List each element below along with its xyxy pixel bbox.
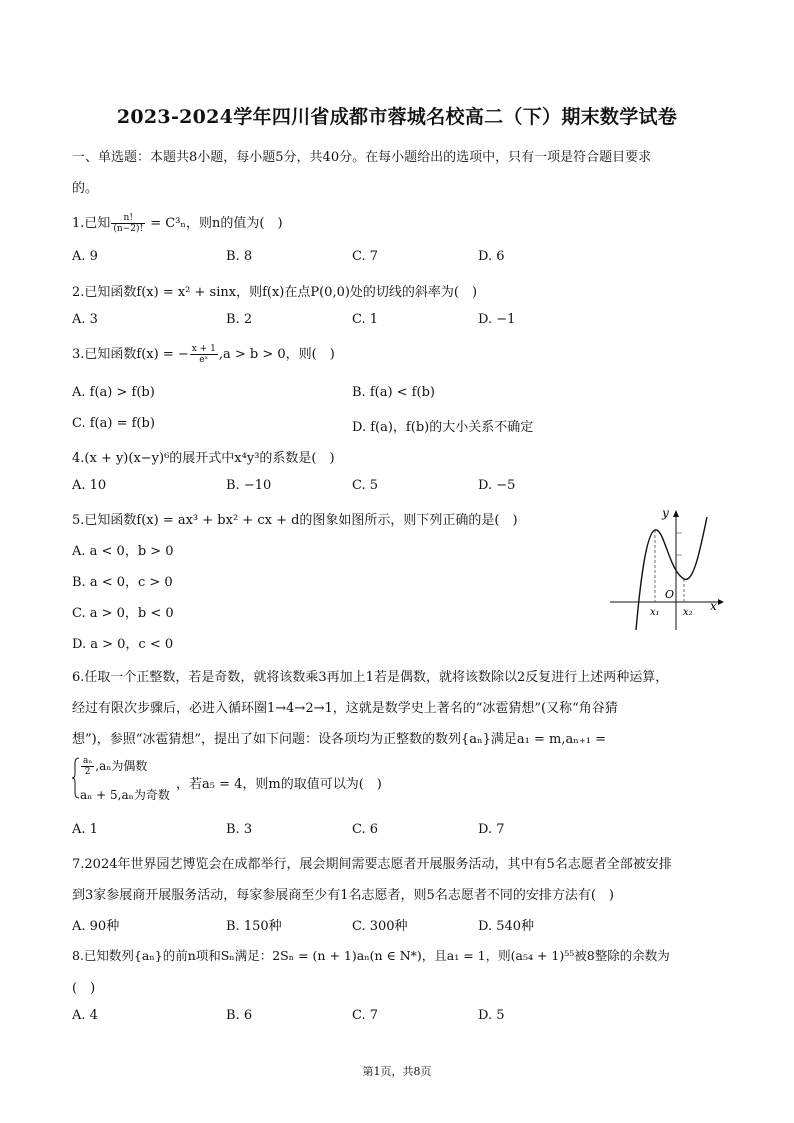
q6-option-a: A. 1: [72, 822, 98, 837]
q5-option-a: A. a < 0，b > 0: [72, 544, 174, 559]
q5-option-d: D. a > 0，c < 0: [72, 637, 174, 652]
question-6-line-1: 6.任取一个正整数，若是奇数，就将该数乘3再加上1若是偶数，就将该数除以2反复进行上述两种运算，: [72, 670, 669, 685]
piecewise-case-even: [80, 756, 147, 777]
fraction-denominator: (n−2)!: [113, 224, 144, 234]
question-4-stem: 4.(x + y)(x−y)⁶的展开式中x⁴y³的系数是( ): [72, 451, 335, 466]
q6-option-b: B. 3: [226, 822, 253, 837]
fraction-numerator: x + 1: [191, 344, 216, 354]
q2-option-b: B. 2: [226, 312, 253, 327]
question-8-line-2: ( ): [72, 981, 96, 996]
question-6-line-3: 想”)，参照“冰雹猜想”，提出了如下问题：设各项均为正整数的数列{aₙ}满足a₁ = m,aₙ₊₁ =: [72, 732, 606, 747]
q7-option-c: C. 300种: [352, 919, 408, 934]
question-7-line-1: 7.2024年世界园艺博览会在成都举行，展会期间需要志愿者开展服务活动，其中有5名志愿者全部被安排: [72, 857, 672, 872]
q8-option-b: B. 6: [226, 1008, 253, 1023]
question-1-suffix: = C³ₙ，则n的值为( ): [146, 216, 283, 231]
q7-option-a: A. 90种: [72, 919, 120, 934]
q7-option-d: D. 540种: [478, 919, 535, 934]
q1-option-b: B. 8: [226, 249, 253, 264]
q8-option-a: A. 4: [72, 1008, 98, 1023]
q3-option-c: C. f(a) = f(b): [72, 416, 155, 431]
question-6-tail: ，若a₅ = 4，则m的取值可以为( ): [176, 777, 382, 792]
piecewise-fraction: [81, 756, 94, 777]
q2-option-c: C. 1: [352, 312, 379, 327]
q8-option-d: D. 5: [478, 1008, 505, 1023]
cubic-function-graph: [606, 505, 726, 635]
q2-option-a: A. 3: [72, 312, 98, 327]
q7-option-b: B. 150种: [226, 919, 282, 934]
q4-option-a: A. 10: [72, 478, 107, 493]
q3-option-b: B. f(a) < f(b): [352, 385, 435, 400]
q4-option-c: C. 5: [352, 478, 379, 493]
fraction-numerator: aₙ: [83, 756, 93, 766]
q2-option-d: D. −1: [478, 312, 516, 327]
q5-option-c: C. a > 0，b < 0: [72, 606, 174, 621]
piecewise-even-condition: ,aₙ为偶数: [95, 759, 148, 773]
graph-x-label: x: [710, 599, 717, 613]
graph-x1-label: x₁: [650, 607, 660, 618]
question-3-suffix: ,a > b > 0，则( ): [218, 347, 335, 362]
section-instructions-line-2: 的。: [72, 181, 99, 196]
q4-option-d: D. −5: [478, 478, 516, 493]
graph-y-label: y: [662, 506, 669, 520]
page-footer: 第1页，共8页: [362, 1065, 432, 1078]
q3-option-d: D. f(a)，f(b)的大小关系不确定: [352, 420, 534, 435]
fraction-denominator: 2: [84, 767, 91, 777]
q8-option-c: C. 7: [352, 1008, 379, 1023]
q1-option-a: A. 9: [72, 249, 98, 264]
section-instructions-line-1: 一、单选题：本题共8小题，每小题5分，共40分。在每小题给出的选项中，只有一项是符合题目要求: [72, 150, 652, 165]
question-8-line-1: 8.已知数列{aₙ}的前n项和Sₙ满足：2Sₙ = (n + 1)aₙ(n ∈ N*)，且a₁ = 1，则(a₅₄ + 1)⁵⁵被8整除的余数为: [72, 948, 670, 963]
question-1-stem: [72, 212, 283, 234]
page-title: 2023-2024学年四川省成都市蓉城名校高二（下）期末数学试卷: [116, 106, 678, 128]
graph-origin-label: O: [665, 588, 675, 601]
question-3-stem: [72, 343, 335, 365]
question-3-fraction: [190, 344, 218, 365]
q1-option-c: C. 7: [352, 249, 379, 264]
piecewise-case-odd: aₙ + 5,aₙ为奇数: [80, 788, 170, 802]
question-6-line-2: 经过有限次步骤后，必进入循环圈1→4→2→1，这就是数学史上著名的“冰雹猜想”(又称“角谷猜: [72, 701, 618, 716]
q3-option-a: A. f(a) > f(b): [72, 385, 155, 400]
q6-option-c: C. 6: [352, 822, 379, 837]
question-3-prefix: 3.已知函数f(x) = −: [72, 347, 189, 362]
q4-option-b: B. −10: [226, 478, 272, 493]
question-5-stem: 5.已知函数f(x) = ax³ + bx² + cx + d的图象如图所示，则下列正确的是( ): [72, 513, 518, 528]
question-2-stem: 2.已知函数f(x) = x² + sinx，则f(x)在点P(0,0)处的切线的斜率为( ): [72, 285, 478, 300]
q6-option-d: D. 7: [478, 822, 505, 837]
graph-x2-label: x₂: [683, 607, 693, 618]
q5-option-b: B. a < 0，c > 0: [72, 575, 173, 590]
question-1-fraction: [111, 213, 145, 234]
fraction-denominator: eˣ: [199, 355, 209, 365]
q1-option-d: D. 6: [478, 249, 505, 264]
fraction-numerator: n!: [111, 213, 145, 224]
question-1-prefix: 1.已知: [72, 216, 111, 231]
question-7-line-2: 到3家参展商开展服务活动，每家参展商至少有1名志愿者，则5名志愿者不同的安排方法有( ): [72, 888, 614, 903]
